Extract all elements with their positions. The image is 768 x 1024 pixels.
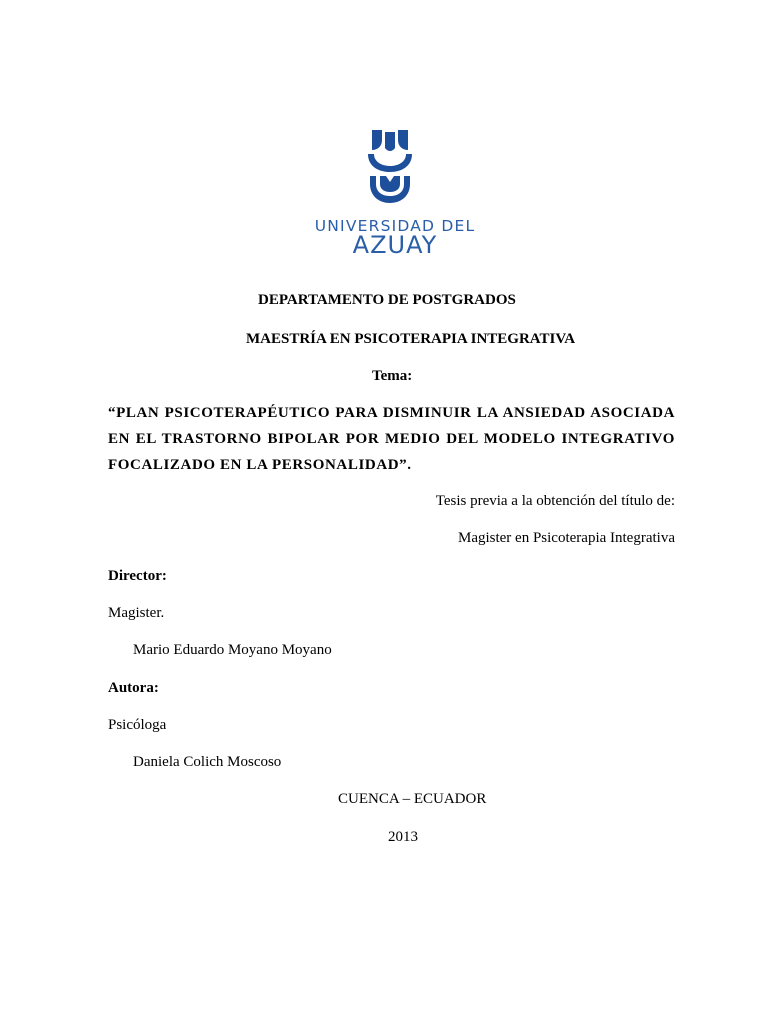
author-title: Psicóloga xyxy=(108,717,167,733)
degree-line-2: Magister en Psicoterapia Integrativa xyxy=(457,530,675,546)
university-logo-icon xyxy=(364,126,416,204)
year: 2013 xyxy=(388,829,418,845)
department-heading: DEPARTAMENTO DE POSTGRADOS xyxy=(258,292,516,308)
thesis-title-line: EN EL TRASTORNO BIPOLAR POR MEDIO DEL MODELO INTEGRATIVO xyxy=(108,431,675,447)
program-heading: MAESTRÍA EN PSICOTERAPIA INTEGRATIVA xyxy=(246,331,576,347)
director-name: Mario Eduardo Moyano Moyano xyxy=(133,642,332,658)
logo-university-text: UNIVERSIDAD DEL xyxy=(314,217,476,235)
location: CUENCA – ECUADOR xyxy=(338,791,487,807)
thesis-title-line: “PLAN PSICOTERAPÉUTICO PARA DISMINUIR LA ANSIEDAD ASOCIADA xyxy=(108,405,675,421)
degree-line-1: Tesis previa a la obtención del título de: xyxy=(435,493,675,509)
author-label: Autora: xyxy=(108,680,159,696)
director-label: Director: xyxy=(108,568,167,584)
topic-label: Tema: xyxy=(372,368,413,384)
logo-azuay-text: AZUAY xyxy=(352,231,438,259)
author-name: Daniela Colich Moscoso xyxy=(133,754,282,770)
thesis-title-line: FOCALIZADO EN LA PERSONALIDAD”. xyxy=(108,457,412,473)
director-title: Magister. xyxy=(108,605,165,621)
thesis-title xyxy=(108,400,675,478)
